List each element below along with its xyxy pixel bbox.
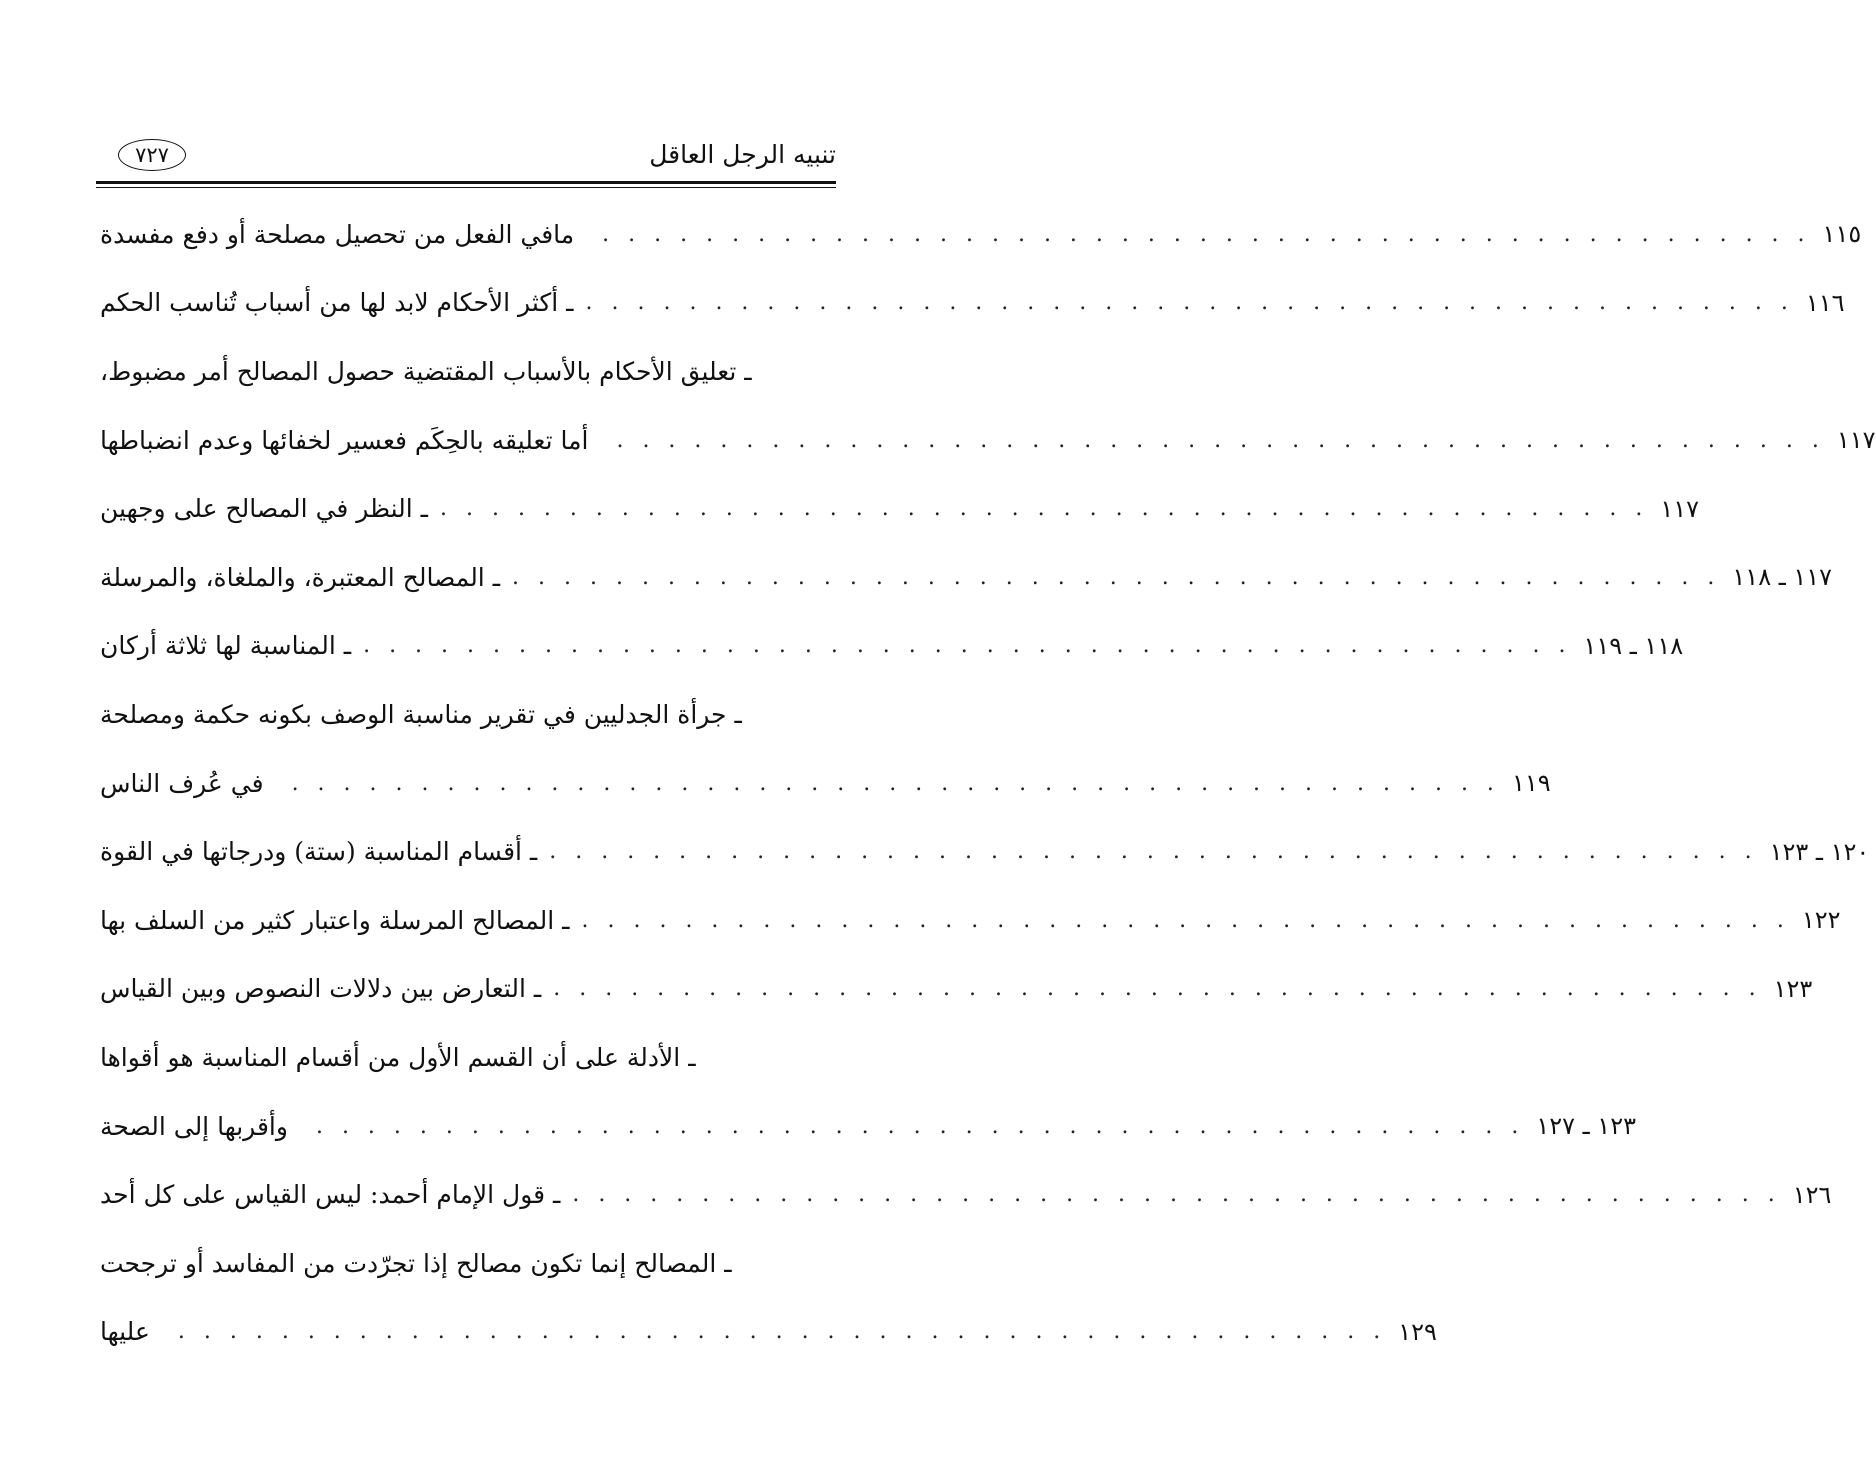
toc-entry-pages: ١٢٣ ـ ١٢٧	[1536, 1112, 1636, 1141]
dot-leader: . . . . . . . . . . . . . . . . . . . . . . . . . . . . . . . . . . . . . . . . . . . . . . .	[512, 564, 1721, 590]
toc-entry-text: ـ المصالح المعتبرة، والملغاة، والمرسلة	[100, 562, 501, 592]
toc-entry-pages: ١٢٢	[1801, 906, 1841, 935]
dot-leader: . . . . . . . . . . . . . . . . . . . . . . . . . . . . . . . . . . . . . . . . . . . . . . .	[616, 427, 1825, 453]
toc-entry	[100, 1229, 832, 1298]
toc-entry-pages: ١٢٣	[1773, 974, 1813, 1003]
header-rule-thin	[96, 187, 836, 188]
dot-leader: . . . . . . . . . . . . . . . . . . . . . . . . . . . . . . . . . . . . . . . . . . . . . . .	[439, 496, 1649, 522]
toc-entry-pages: ١١٥	[1822, 220, 1862, 249]
page-number: ٧٢٧	[118, 139, 186, 171]
toc-entry-text: ـ أقسام المناسبة (ستة) ودرجاتها في القوة	[100, 837, 538, 867]
toc-entry	[100, 337, 832, 406]
toc-entry	[100, 474, 1700, 543]
toc-entry-text: ـ جرأة الجدليين في تقرير مناسبة الوصف بكونه حكمة ومصلحة	[100, 699, 742, 729]
toc-entry-text: في عُرف الناس	[100, 768, 264, 798]
toc-entry-text: ـ أكثر الأحكام لابد لها من أسباب تُناسب الحكم	[100, 288, 574, 318]
dot-leader: . . . . . . . . . . . . . . . . . . . . . . . . . . . . . . . . . . . . . . . . . . . . . . .	[315, 1113, 1525, 1139]
toc-entry	[100, 1160, 1832, 1229]
toc-entry-text: أما تعليقه بالحِكَم فعسير لخفائها وعدم انضباطها	[100, 425, 589, 455]
toc-list	[100, 200, 1876, 1366]
toc-entry-text: ـ النظر في المصالح على وجهين	[100, 494, 428, 524]
toc-entry	[100, 886, 1841, 955]
toc-entry	[100, 1092, 1636, 1161]
header-rule-thick	[96, 181, 836, 184]
page-header	[96, 136, 836, 180]
toc-entry-text: ـ الأدلة على أن القسم الأول من أقسام المناسبة هو أقواها	[100, 1042, 696, 1072]
dot-leader: . . . . . . . . . . . . . . . . . . . . . . . . . . . . . . . . . . . . . . . . . . . . . . .	[177, 1319, 1387, 1345]
toc-entry-text: عليها	[100, 1317, 150, 1347]
toc-entry	[100, 543, 1833, 612]
dot-leader: . . . . . . . . . . . . . . . . . . . . . . . . . . . . . . . . . . . . . . . . . . . . . . .	[602, 221, 1811, 247]
dot-leader: . . . . . . . . . . . . . . . . . . . . . . . . . . . . . . . . . . . . . . . . . . . . . . .	[572, 1182, 1781, 1208]
dot-leader: . . . . . . . . . . . . . . . . . . . . . . . . . . . . . . . . . . . . . . . . . . . . . . .	[581, 907, 1790, 933]
toc-entry-text: ـ التعارض بين دلالات النصوص وبين القياس	[100, 974, 542, 1004]
toc-entry-text: ـ المصالح إنما تكون مصالح إذا تجرّدت من المفاسد أو ترجحت	[100, 1248, 732, 1278]
dot-leader: . . . . . . . . . . . . . . . . . . . . . . . . . . . . . . . . . . . . . . . . . . . . . . .	[585, 290, 1794, 316]
toc-entry-pages: ١١٧	[1660, 494, 1700, 523]
toc-entry-pages: ١١٧	[1836, 426, 1876, 455]
toc-entry-text: مافي الفعل من تحصيل مصلحة أو دفع مفسدة	[100, 219, 575, 249]
toc-entry-text: ـ المصالح المرسلة واعتبار كثير من السلف بها	[100, 905, 570, 935]
toc-entry-pages: ١١٨ ـ ١١٩	[1583, 631, 1684, 660]
dot-leader: . . . . . . . . . . . . . . . . . . . . . . . . . . . . . . . . . . . . . . . . . . . . . . .	[363, 633, 1572, 659]
toc-entry	[100, 269, 1845, 338]
toc-entry-pages: ١١٦	[1805, 288, 1845, 317]
toc-entry	[100, 817, 1870, 886]
toc-entry-text: ـ المناسبة لها ثلاثة أركان	[100, 631, 352, 661]
toc-entry	[100, 955, 1813, 1024]
toc-entry	[100, 612, 1684, 681]
toc-entry	[100, 1023, 832, 1092]
dot-leader: . . . . . . . . . . . . . . . . . . . . . . . . . . . . . . . . . . . . . . . . . . . . . . .	[291, 770, 1500, 796]
toc-entry	[100, 200, 1862, 269]
toc-entry	[100, 749, 1551, 818]
toc-entry-pages: ١١٩	[1511, 769, 1551, 798]
dot-leader: . . . . . . . . . . . . . . . . . . . . . . . . . . . . . . . . . . . . . . . . . . . . . . .	[553, 976, 1762, 1002]
book-title: تنبيه الرجل العاقل	[649, 140, 836, 169]
toc-entry-text: ـ قول الإمام أحمد: ليس القياس على كل أحد	[100, 1180, 561, 1210]
toc-entry	[100, 406, 1876, 475]
dot-leader: . . . . . . . . . . . . . . . . . . . . . . . . . . . . . . . . . . . . . . . . . . . . . . .	[549, 839, 1758, 865]
toc-entry-pages: ١٢٠ ـ ١٢٣	[1769, 837, 1870, 866]
toc-entry-pages: ١٢٩	[1398, 1317, 1437, 1346]
toc-entry-text: ـ تعليق الأحكام بالأسباب المقتضية حصول المصالح أمر مضبوط،	[100, 356, 752, 386]
toc-entry-pages: ١٢٦	[1792, 1180, 1832, 1209]
toc-entry	[100, 680, 832, 749]
toc-entry-text: وأقربها إلى الصحة	[100, 1111, 288, 1141]
toc-entry-pages: ١١٧ ـ ١١٨	[1732, 563, 1833, 592]
toc-entry	[100, 1298, 1437, 1367]
